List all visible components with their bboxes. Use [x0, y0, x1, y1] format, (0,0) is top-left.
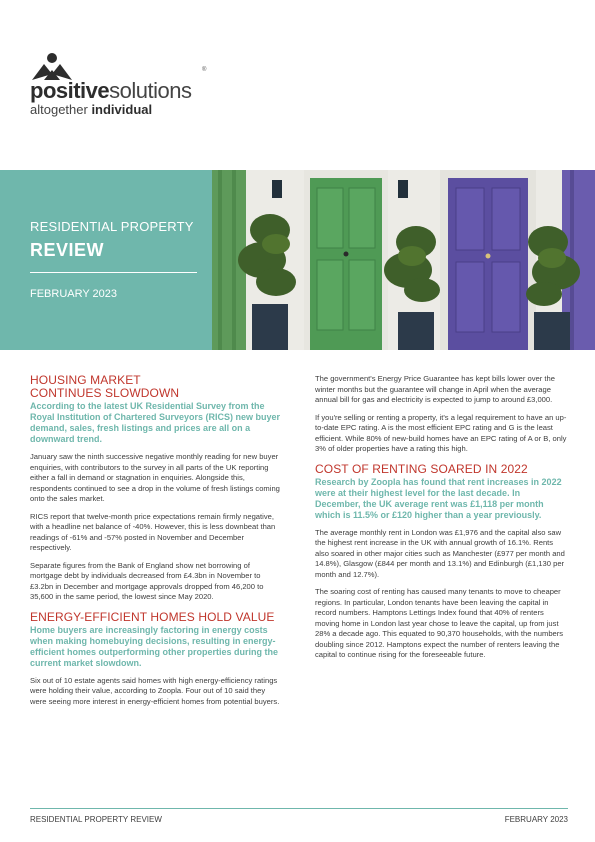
footer-title: RESIDENTIAL PROPERTY REVIEW — [30, 815, 162, 824]
housing-heading-line1: HOUSING MARKET — [30, 373, 141, 387]
hero-title: REVIEW — [30, 240, 105, 260]
energy-heading: ENERGY-EFFICIENT HOMES HOLD VALUE — [30, 609, 275, 624]
hero-photo-doors — [212, 170, 595, 350]
housing-paragraph-3: Separate figures from the Bank of England show net borrowing of mortgage debt by individuals decreased from £4.3bn in November to £3.2bn in December and mortgage approvals dropped from 46,200 to 35,600 in the same period, the lowest since May 2020. — [30, 560, 264, 601]
renting-paragraph-2: The soaring cost of renting has caused many tenants to move to cheaper regions. In particular, London tenants have been leaving the capital in record numbers. Hamptons Lettings Index found that 40% of renters moving home in London last year chose to leave the capital, up from just 28% a decade ago. This equated to 90,370 households, with the numbers doubling since 2012. Hamptons expect the number of renters leaving the capital to continue rising for the foreseeable future. — [315, 587, 564, 659]
footer-date: FEBRUARY 2023 — [504, 815, 568, 824]
brand-tagline — [30, 102, 152, 117]
right-column — [315, 374, 567, 661]
hero-kicker: RESIDENTIAL PROPERTY — [30, 219, 194, 234]
housing-heading-line2: CONTINUES SLOWDOWN — [30, 386, 180, 400]
brand-logo — [30, 52, 230, 122]
footer-divider — [30, 808, 568, 809]
hero-divider — [30, 272, 197, 273]
housing-paragraph-2: RICS report that twelve-month price expectations remain firmly negative, with a headline net balance of -40%. However, this is less downbeat than readings of -61% and -57% posted in November and December respectively. — [30, 511, 276, 552]
brand-name-thin: solutions — [109, 78, 192, 103]
energy-paragraph-1: Six out of 10 estate agents said homes with high energy-efficiency ratings were holding their value, according to Zoopla. Four out of 10 said they were seeing more interest in energy-efficient homes from potential buyers. — [30, 675, 280, 706]
brand-name — [30, 78, 191, 104]
registered-mark: ® — [202, 67, 207, 73]
brand-name-bold: positive — [30, 78, 110, 103]
energy-paragraph-2: The government's Energy Price Guarantee has kept bills lower over the winter months but the guarantee will change in April when the average annual bill for gas and electricity is expected to jump to around £3,000. — [315, 374, 555, 404]
left-column — [30, 374, 282, 707]
energy-paragraph-3: If you're selling or renting a property, it's a legal requirement to have an up-to-date EPC rating. A is the most efficient EPC rating and G is the least efficient. While 80% of new-build homes have an EPC rating of A or B, only 3% of older properties have a rating this high. — [315, 412, 567, 453]
tagline-bold: individual — [91, 102, 153, 117]
housing-paragraph-1: January saw the ninth successive negative monthly reading for new buyer enquiries, with contributors to the survey in all parts of the UK reporting either a fall in demand or stagnation in enquiries. Alongside this, respondents continued to see a drop in the volume of fresh listings coming onto the sales market. — [30, 452, 280, 503]
hero-banner — [0, 170, 595, 350]
renting-heading: COST OF RENTING SOARED IN 2022 — [315, 461, 528, 476]
energy-lead: Home buyers are increasingly factoring in energy costs when making homebuying decisions, resulting in energy-efficient homes outperforming other properties during the current market slowdown. — [30, 624, 279, 668]
hero-date: FEBRUARY 2023 — [30, 288, 118, 300]
tagline-thin: altogether — [30, 102, 92, 117]
renting-lead: Research by Zoopla has found that rent increases in 2022 were at their highest level for the last decade. In December, the UK average rent was £1,118 per month which is 11.5% or £120 higher than a year previously. — [315, 476, 562, 520]
housing-lead: According to the latest UK Residential Survey from the Royal Institution of Chartered Surveyors (RICS) new buyer demand, sales, fresh listings and prices are all on a downward trend. — [30, 401, 281, 444]
renting-paragraph-1: The average monthly rent in London was £1,976 and the capital also saw the highest rent increase in the UK with annual growth of 16.1%. Rents also soared in other major cities such as Manchester (£977 per month and 14.8%), Glasgow (£844 per month and 13.1%) and Edinburgh (£1,130 per month and 12.7%). — [315, 527, 565, 579]
hero-title-panel — [0, 170, 212, 350]
